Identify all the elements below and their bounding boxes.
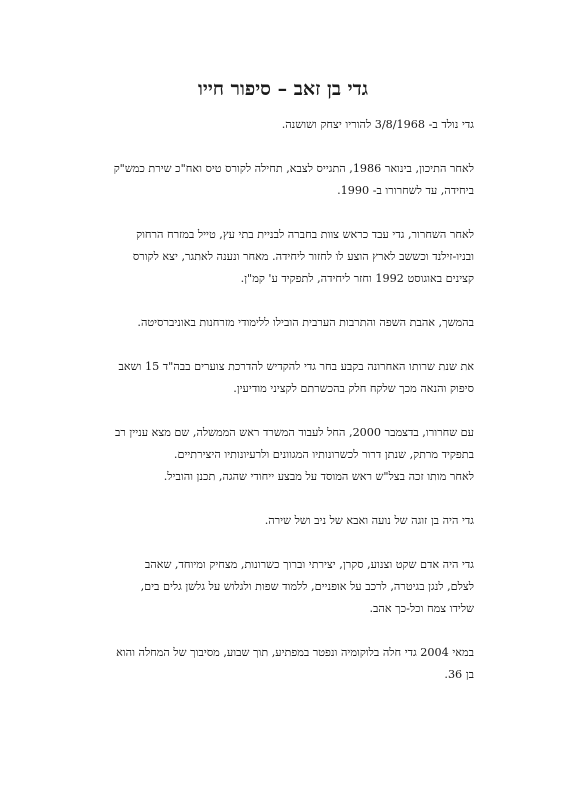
document-title: גדי בן זאב – סיפור חייו xyxy=(197,77,368,100)
text-line: גדי היה אדם שקט וצנוע, סקרן, יצירתי וברוך כשרונות, מצחיק ומיוחד, שאהב xyxy=(144,558,474,571)
paragraph-character xyxy=(88,554,474,620)
paragraph-family xyxy=(88,510,474,532)
paragraph-birth xyxy=(88,114,474,136)
text-line: ובניו-זילנד וכששב לארץ הוצע לו לחזור ליחידה. מאחר ונענה לאתגר, יצא לקורס xyxy=(132,250,474,263)
text-line: שלידו צמח וכל-כך אהב. xyxy=(369,602,474,615)
text-line: גדי היה בן זוגה של נועה ואבא של ניב ושל שירה. xyxy=(264,514,474,527)
text-line: לאחר השחרור, גדי עבד כראש צוות בחברה לבניית בתי עץ, טייל במזרח הרחוק xyxy=(136,228,474,241)
text-line: סיפוק והנאה מכך שלקח חלק בהכשרתם לקציני מודיעין. xyxy=(233,382,474,395)
text-line: בתפקיד מרתק, שנתן דרור לכשרונותיו המגוונים ולרעיונותיו היצירתיים. xyxy=(173,448,474,461)
paragraph-cadets xyxy=(88,356,474,400)
paragraph-studies xyxy=(88,312,474,334)
text-line: בן 36. xyxy=(444,668,474,681)
paragraph-after-release xyxy=(88,224,474,290)
document-body xyxy=(88,114,474,686)
text-line: גדי נולד ב- 3/8/1968 להוריו יצחק ושושנה. xyxy=(281,118,474,131)
paragraph-death xyxy=(88,642,474,686)
text-line: עם שחרורו, בדצמבר 2000, החל לעבוד המשרד ראש הממשלה, שם מצא עניין רב xyxy=(114,426,474,439)
text-line: לאחר מותו זכה בצל"ש ראש המוסד על מבצע ייחודי שהגה, תכנן והוביל. xyxy=(163,470,474,483)
text-line: ביחידה, עד לשחרורו ב- 1990. xyxy=(337,184,474,197)
text-line: בהמשך, אהבת השפה והתרבות הערבית הובילו ללימודי מזרחנות באוניברסיטה. xyxy=(137,316,474,329)
text-line: קצינים באוגוסט 1992 וחזר ליחידה, לתפקיד ע' קמ"ן. xyxy=(240,272,474,285)
text-line: במאי 2004 גדי חלה בלוקומיה ונפטר במפתיע, תוך שבוע, מסיבוך של המחלה והוא xyxy=(116,646,474,659)
text-line: את שנת שרותו האחרונה בקבע בחר גדי להקדיש להדרכת צוערים בבה"ד 15 ושאב xyxy=(118,360,474,373)
text-line: לאחר התיכון, בינואר 1986, התגייס לצבא, תחילה לקורס טיס ואח"כ שירת כמש"ק xyxy=(113,162,474,175)
text-line: לצלם, לנגן בגיטרה, לרכב על אופניים, ללמוד שפות ולגלוש על גלשן גלים בים, xyxy=(140,580,474,593)
paragraph-pm-office xyxy=(88,422,474,488)
paragraph-army xyxy=(88,158,474,202)
